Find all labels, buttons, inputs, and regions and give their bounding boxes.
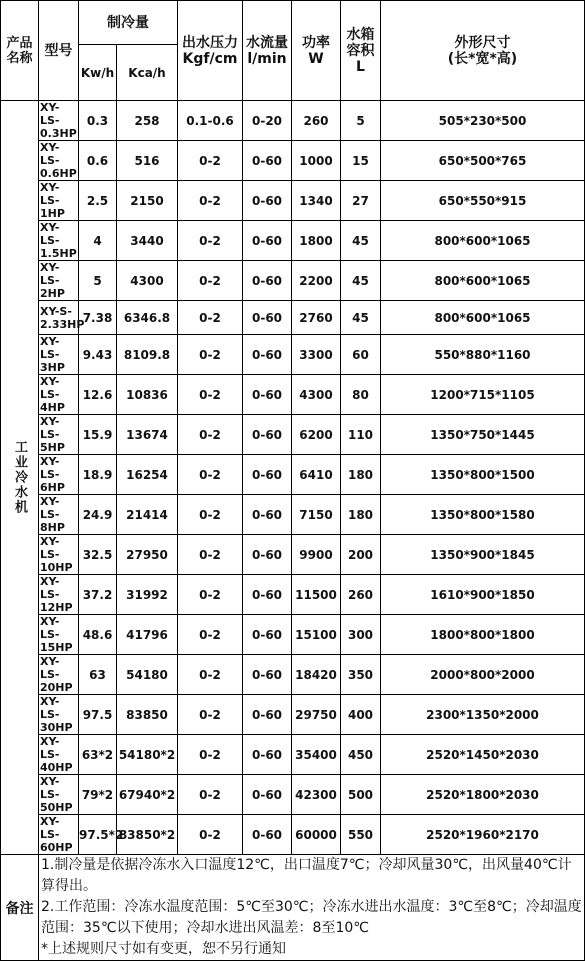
pressure-header: 出水压力 Kgf/cm (178, 1, 243, 101)
kw-cell: 63 (79, 655, 117, 695)
kcal-cell: 8109.8 (117, 335, 178, 375)
cooling-header: 制冷量 (79, 1, 178, 45)
flow-cell: 0-60 (243, 181, 292, 221)
size-cell: 2520*1450*2030 (381, 735, 585, 775)
flow-cell: 0-60 (243, 375, 292, 415)
model-cell: XY-LS- 0.6HP (40, 141, 77, 180)
tank-cell: 180 (341, 455, 381, 495)
power-cell: 18420 (292, 655, 341, 695)
category-cell: 工业冷水机 (1, 101, 39, 855)
size-cell: 550*880*1160 (381, 335, 585, 375)
size-cell: 800*600*1065 (381, 221, 585, 261)
table-row (1, 301, 585, 335)
category-header: 产品 名称 (1, 1, 39, 101)
power-cell: 15100 (292, 615, 341, 655)
pressure-cell: 0-2 (178, 775, 243, 815)
table-row (1, 101, 585, 141)
kcal-cell: 31992 (117, 575, 178, 615)
tank-cell: 350 (341, 655, 381, 695)
model-cell: XY-LS-5HP (39, 415, 79, 455)
table-row (1, 575, 585, 615)
kcal-cell: 54180 (117, 655, 178, 695)
table-row (1, 415, 585, 455)
table-row (1, 735, 585, 775)
power-cell: 9900 (292, 535, 341, 575)
notes-label: 备注 (1, 855, 39, 961)
model-cell: XY-LS-2HP (39, 261, 79, 301)
flow-cell: 0-60 (243, 775, 292, 815)
kw-cell: 63*2 (79, 735, 117, 775)
model-cell: XY-LS-1HP (39, 181, 79, 221)
tank-cell: 180 (341, 495, 381, 535)
power-cell: 1000 (292, 141, 341, 181)
kcal-cell: 2150 (117, 181, 178, 221)
table-row (1, 141, 585, 181)
size-cell: 650*550*915 (381, 181, 585, 221)
kcal-cell: 83850*2 (117, 815, 178, 855)
power-cell: 4300 (292, 375, 341, 415)
kw-cell: 15.9 (79, 415, 117, 455)
kw-cell: 9.43 (79, 335, 117, 375)
size-cell: 1350*750*1445 (381, 415, 585, 455)
tank-cell: 260 (341, 575, 381, 615)
kw-cell: 2.5 (79, 181, 117, 221)
kcal-unit-header: Kca/h (117, 45, 178, 101)
pressure-cell: 0-2 (178, 655, 243, 695)
pressure-cell: 0-2 (178, 455, 243, 495)
size-cell: 1350*900*1845 (381, 535, 585, 575)
flow-cell: 0-20 (243, 101, 292, 141)
pressure-cell: 0-2 (178, 375, 243, 415)
note-line: *上述规则尺寸如有变更，恕不另行通知 (41, 941, 286, 957)
model-header: 型号 (39, 1, 79, 101)
kcal-cell: 10836 (117, 375, 178, 415)
power-cell: 11500 (292, 575, 341, 615)
table-row (1, 495, 585, 535)
pressure-cell: 0-2 (178, 415, 243, 455)
tank-cell: 300 (341, 615, 381, 655)
tank-header: 水箱容积 L (341, 1, 381, 101)
kw-cell: 5 (79, 261, 117, 301)
size-cell: 1610*900*1850 (381, 575, 585, 615)
kcal-cell: 83850 (117, 695, 178, 735)
kcal-cell: 516 (117, 141, 178, 181)
flow-cell: 0-60 (243, 695, 292, 735)
model-cell: XY-LS-8HP (39, 495, 79, 535)
table-row (1, 455, 585, 495)
model-cell: XY-LS- 50HP (39, 775, 79, 815)
power-cell: 2760 (292, 301, 341, 335)
pressure-cell: 0-2 (178, 695, 243, 735)
spec-rows (1, 101, 585, 961)
kw-unit-header: Kw/h (79, 45, 117, 101)
model-cell: XY-LS- 15HP (39, 615, 79, 655)
pressure-cell: 0.1-0.6 (178, 101, 243, 141)
pressure-cell: 0-2 (178, 615, 243, 655)
flow-cell: 0-60 (243, 655, 292, 695)
flow-cell: 0-60 (243, 815, 292, 855)
tank-cell: 5 (341, 101, 381, 141)
pressure-cell: 0-2 (178, 535, 243, 575)
kw-cell: 32.5 (79, 535, 117, 575)
pressure-cell: 0-2 (178, 575, 243, 615)
model-cell: XY-LS- 1.5HP (40, 221, 77, 260)
tank-cell: 400 (341, 695, 381, 735)
tank-cell: 45 (341, 261, 381, 301)
flow-cell: 0-60 (243, 735, 292, 775)
power-cell: 60000 (292, 815, 341, 855)
model-cell: XY-LS- 40HP (39, 735, 79, 775)
tank-cell: 45 (341, 221, 381, 261)
power-cell: 2200 (292, 261, 341, 301)
size-cell: 1350*800*1500 (381, 455, 585, 495)
kw-cell: 12.6 (79, 375, 117, 415)
pressure-cell: 0-2 (178, 221, 243, 261)
table-row (1, 655, 585, 695)
pressure-cell: 0-2 (178, 735, 243, 775)
model-cell: XY-LS- 10HP (39, 535, 79, 575)
flow-cell: 0-60 (243, 301, 292, 335)
model-cell: XY-LS- 20HP (39, 655, 79, 695)
flow-cell: 0-60 (243, 261, 292, 301)
power-cell: 35400 (292, 735, 341, 775)
flow-cell: 0-60 (243, 535, 292, 575)
tank-cell: 80 (341, 375, 381, 415)
table-row (1, 695, 585, 735)
power-cell: 6410 (292, 455, 341, 495)
note-line: 2.工作范围：冷冻水温度范围：5℃至30℃；冷冻水进出水温度：3℃至8℃；冷却温度范围：35℃以下使用；冷却水进出风温差：8至10℃ (41, 899, 582, 936)
power-cell: 3300 (292, 335, 341, 375)
power-cell: 42300 (292, 775, 341, 815)
kw-cell: 24.9 (79, 495, 117, 535)
size-cell: 2300*1350*2000 (381, 695, 585, 735)
kw-cell: 0.3 (79, 101, 117, 141)
size-cell: 1200*715*1105 (381, 375, 585, 415)
pressure-cell: 0-2 (178, 261, 243, 301)
kw-cell: 97.5 (79, 695, 117, 735)
kcal-cell: 41796 (117, 615, 178, 655)
model-cell: XY-LS- 12HP (39, 575, 79, 615)
flow-cell: 0-60 (243, 221, 292, 261)
model-cell: XY-LS- 0.3HP (40, 101, 77, 140)
flow-cell: 0-60 (243, 575, 292, 615)
table-row (1, 335, 585, 375)
flow-cell: 0-60 (243, 415, 292, 455)
pressure-cell: 0-2 (178, 815, 243, 855)
table-row (1, 375, 585, 415)
model-cell: XY-LS-3HP (39, 335, 79, 375)
kw-cell: 18.9 (79, 455, 117, 495)
table-row (1, 815, 585, 855)
pressure-cell: 0-2 (178, 335, 243, 375)
flow-cell: 0-60 (243, 495, 292, 535)
size-cell: 2520*1960*2170 (381, 815, 585, 855)
model-cell: XY-LS- 60HP (39, 815, 79, 855)
power-cell: 260 (292, 101, 341, 141)
pressure-cell: 0-2 (178, 495, 243, 535)
table-row (1, 775, 585, 815)
table-row (1, 535, 585, 575)
size-cell: 1800*800*1800 (381, 615, 585, 655)
flow-header: 水流量 l/min (243, 1, 292, 101)
kcal-cell: 3440 (117, 221, 178, 261)
pressure-cell: 0-2 (178, 181, 243, 221)
size-cell: 1350*800*1580 (381, 495, 585, 535)
kw-cell: 37.2 (79, 575, 117, 615)
kw-cell: 97.5*2 (79, 815, 117, 855)
note-line: 1.制冷量是依据冷冻水入口温度12℃，出口温度7℃；冷却风量30℃，出风量40℃计算得出。 (41, 857, 572, 894)
size-cell: 800*600*1065 (381, 301, 585, 335)
notes-row (1, 855, 585, 961)
kcal-cell: 54180*2 (117, 735, 178, 775)
tank-cell: 45 (341, 301, 381, 335)
kcal-cell: 6346.8 (117, 301, 178, 335)
tank-cell: 450 (341, 735, 381, 775)
table-row (1, 181, 585, 221)
size-cell: 2520*1800*2030 (381, 775, 585, 815)
flow-cell: 0-60 (243, 141, 292, 181)
kcal-cell: 4300 (117, 261, 178, 301)
power-cell: 6200 (292, 415, 341, 455)
kw-cell: 4 (79, 221, 117, 261)
table-row (1, 221, 585, 261)
tank-cell: 200 (341, 535, 381, 575)
table-row (1, 615, 585, 655)
flow-cell: 0-60 (243, 455, 292, 495)
tank-cell: 60 (341, 335, 381, 375)
power-cell: 29750 (292, 695, 341, 735)
table-row (1, 261, 585, 301)
power-cell: 7150 (292, 495, 341, 535)
tank-cell: 550 (341, 815, 381, 855)
kw-cell: 7.38 (79, 301, 117, 335)
flow-cell: 0-60 (243, 615, 292, 655)
size-cell: 800*600*1065 (381, 261, 585, 301)
kcal-cell: 21414 (117, 495, 178, 535)
model-cell: XY-LS-6HP (39, 455, 79, 495)
tank-cell: 27 (341, 181, 381, 221)
size-header: 外形尺寸 (长*宽*高) (381, 1, 585, 101)
pressure-cell: 0-2 (178, 141, 243, 181)
kcal-cell: 258 (117, 101, 178, 141)
kw-cell: 48.6 (79, 615, 117, 655)
kcal-cell: 13674 (117, 415, 178, 455)
power-cell: 1800 (292, 221, 341, 261)
kw-cell: 79*2 (79, 775, 117, 815)
model-cell: XY-S- 2.33HP (39, 301, 79, 335)
tank-cell: 110 (341, 415, 381, 455)
kcal-cell: 67940*2 (117, 775, 178, 815)
tank-cell: 500 (341, 775, 381, 815)
pressure-cell: 0-2 (178, 301, 243, 335)
power-header: 功率 W (292, 1, 341, 101)
notes-text (39, 855, 585, 961)
kw-cell: 0.6 (79, 141, 117, 181)
size-cell: 2000*800*2000 (381, 655, 585, 695)
size-cell: 650*500*765 (381, 141, 585, 181)
model-cell: XY-LS-4HP (39, 375, 79, 415)
tank-cell: 15 (341, 141, 381, 181)
kcal-cell: 27950 (117, 535, 178, 575)
model-cell: XY-LS- 30HP (39, 695, 79, 735)
flow-cell: 0-60 (243, 335, 292, 375)
power-cell: 1340 (292, 181, 341, 221)
size-cell: 505*230*500 (381, 101, 585, 141)
kcal-cell: 16254 (117, 455, 178, 495)
